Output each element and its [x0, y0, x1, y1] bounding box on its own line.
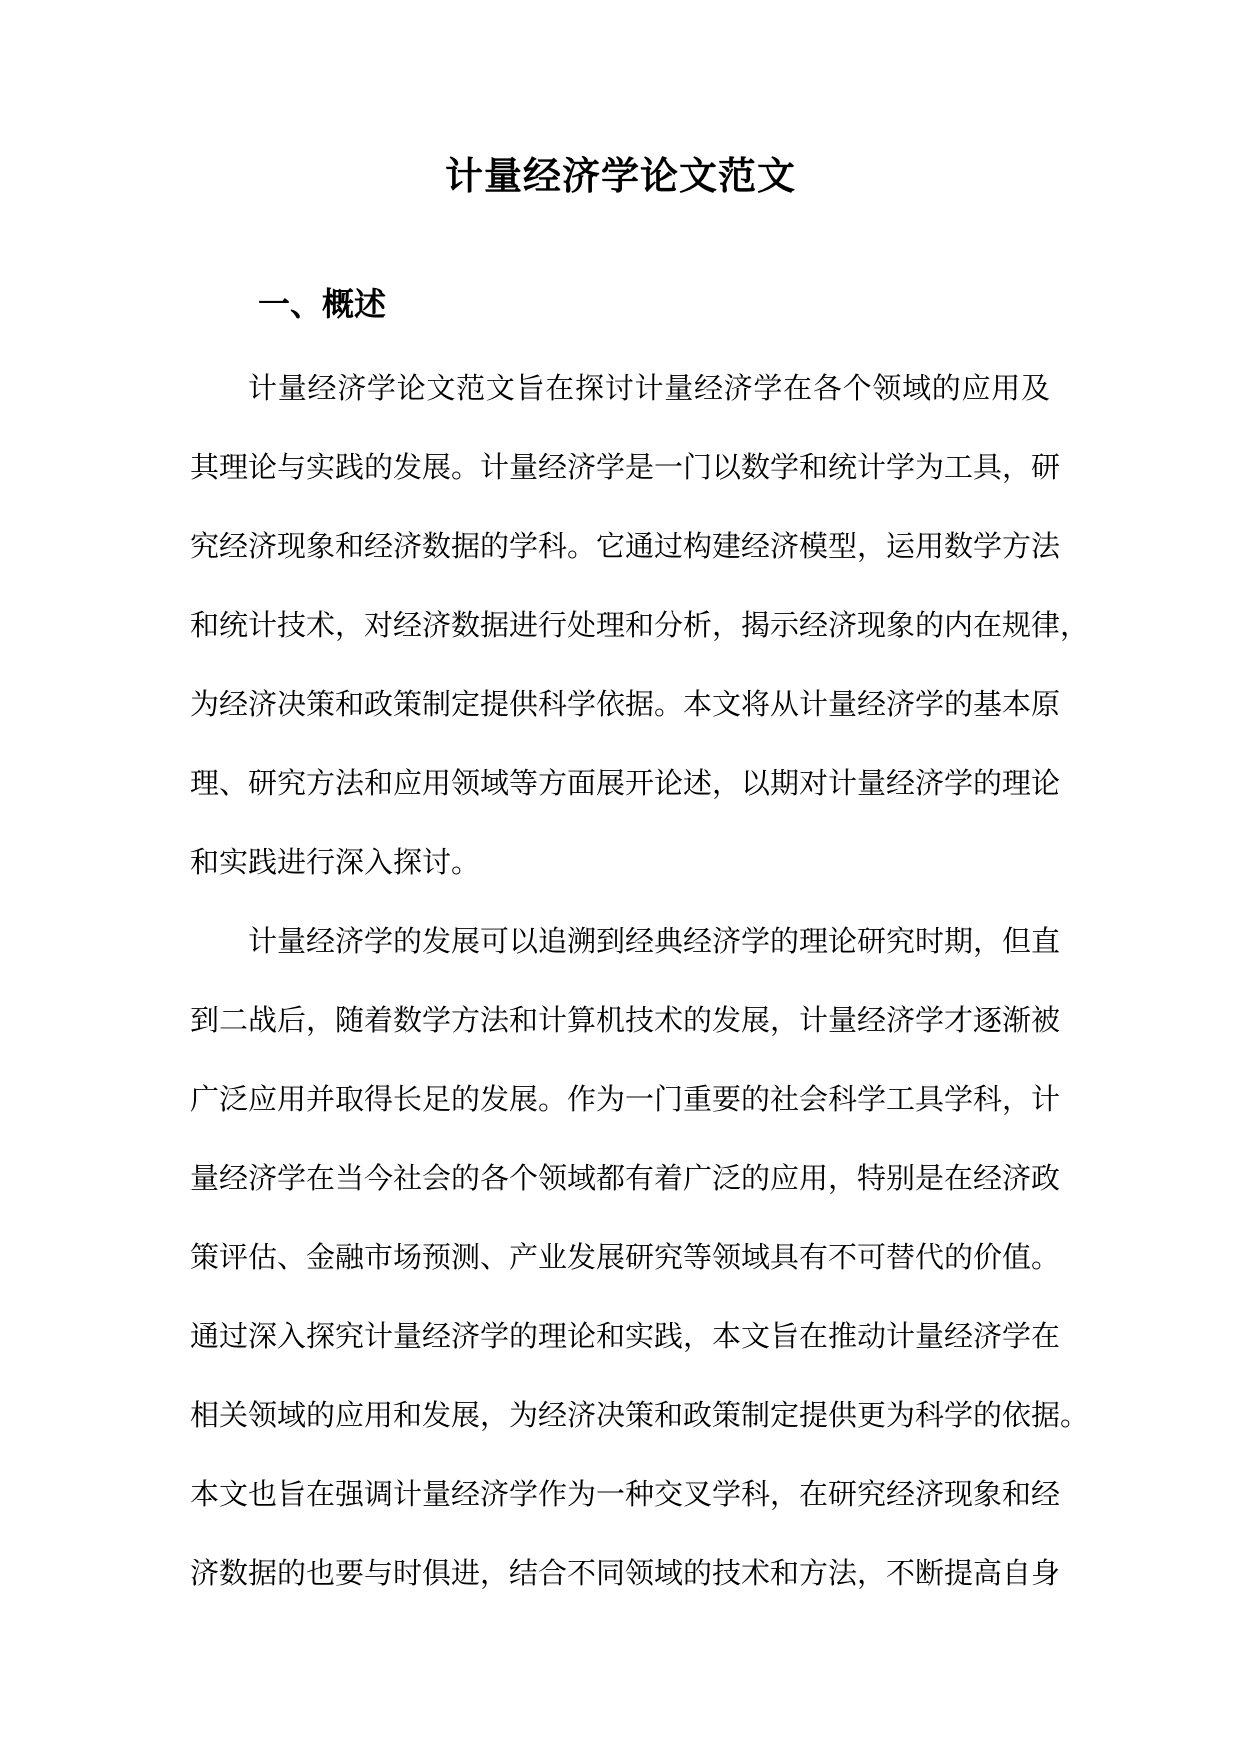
- paragraph-line: 量经济学在当今社会的各个领域都有着广泛的应用，特别是在经济政: [190, 1161, 1061, 1195]
- paragraph-line: 和实践进行深入探讨。: [190, 845, 481, 879]
- paragraph-line: 理、研究方法和应用领域等方面展开论述，以期对计量经济学的理论: [190, 766, 1061, 800]
- paragraph-line: 济数据的也要与时俱进，结合不同领域的技术和方法，不断提高自身: [190, 1556, 1061, 1590]
- paragraph-line: 广泛应用并取得长足的发展。作为一门重要的社会科学工具学科，计: [190, 1082, 1061, 1116]
- paragraph-line: 本文也旨在强调计量经济学作为一种交叉学科，在研究经济现象和经: [190, 1477, 1061, 1511]
- paragraph-line: 相关领域的应用和发展，为经济决策和政策制定提供更为科学的依据。: [190, 1398, 1090, 1432]
- paragraph-line: 计量经济学论文范文旨在探讨计量经济学在各个领域的应用及: [248, 371, 1050, 405]
- paragraph-line: 究经济现象和经济数据的学科。它通过构建经济模型，运用数学方法: [190, 529, 1061, 563]
- paragraph-line: 为经济决策和政策制定提供科学依据。本文将从计量经济学的基本原: [190, 687, 1061, 721]
- paragraph-line: 和统计技术，对经济数据进行处理和分析，揭示经济现象的内在规律，: [190, 608, 1090, 642]
- paragraph-line: 其理论与实践的发展。计量经济学是一门以数学和统计学为工具，研: [190, 450, 1061, 484]
- paragraph-line: 通过深入探究计量经济学的理论和实践，本文旨在推动计量经济学在: [190, 1319, 1061, 1353]
- body-text: [190, 360, 1090, 1624]
- paragraph-line: 到二战后，随着数学方法和计算机技术的发展，计量经济学才逐渐被: [190, 1003, 1061, 1037]
- section-heading: 一、概述: [258, 285, 387, 323]
- paragraph-line: 策评估、金融市场预测、产业发展研究等领域具有不可替代的价值。: [190, 1240, 1061, 1274]
- document-title: 计量经济学论文范文: [444, 153, 796, 198]
- paragraph-line: 计量经济学的发展可以追溯到经典经济学的理论研究时期，但直: [248, 924, 1061, 958]
